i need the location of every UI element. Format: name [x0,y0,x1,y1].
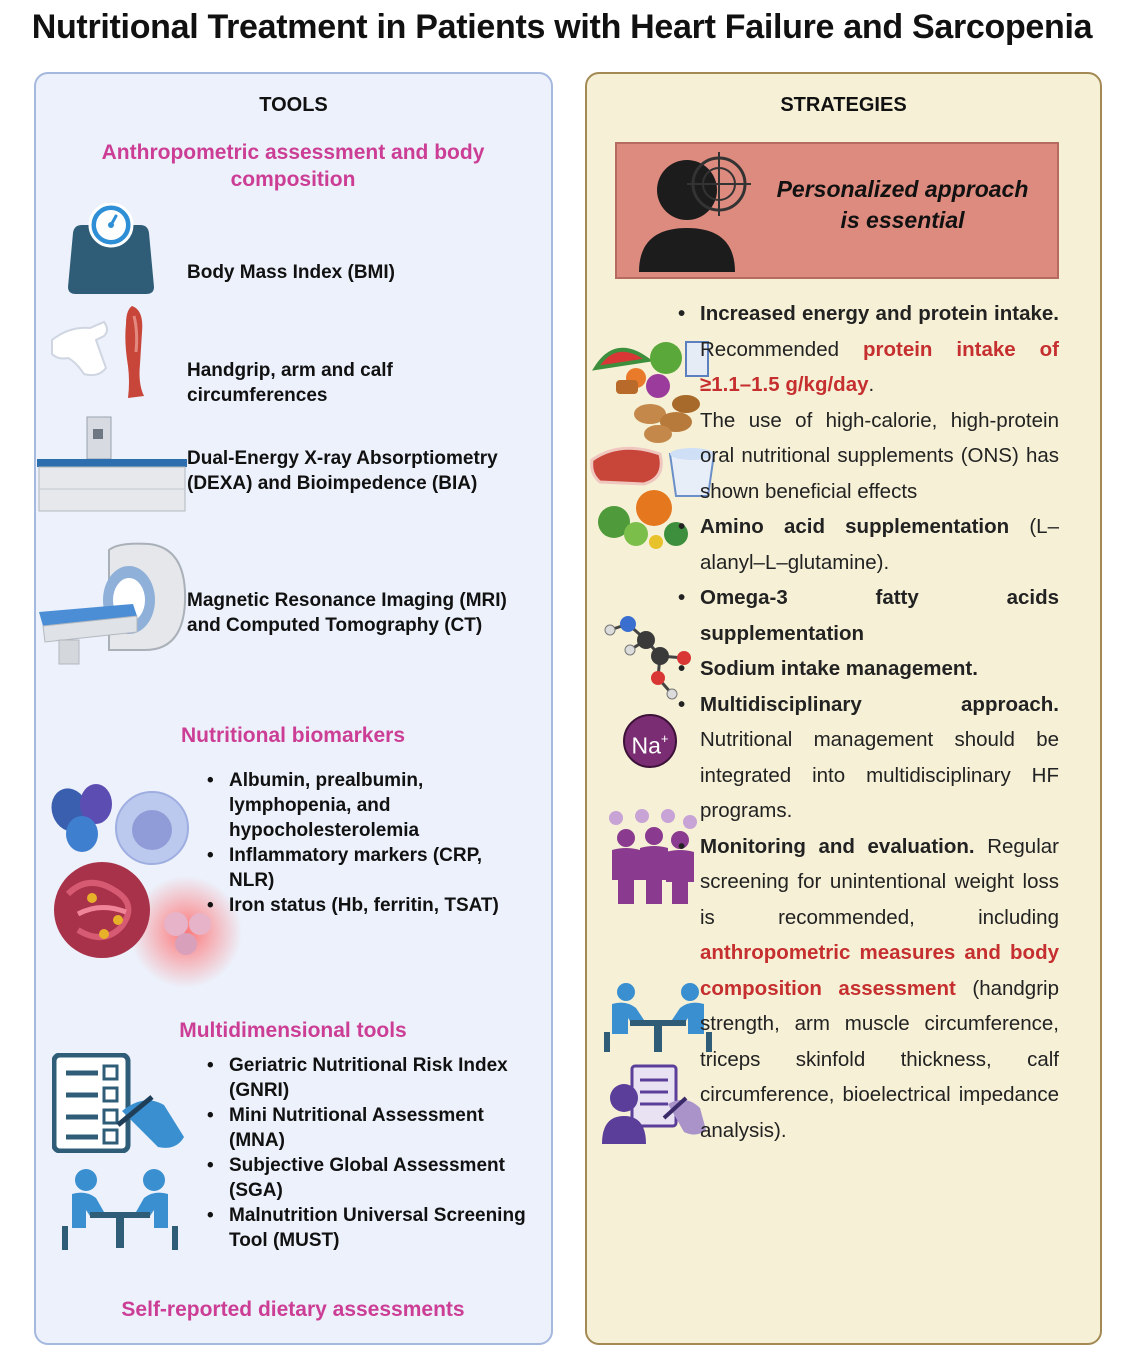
strategy-head: Monitoring and evaluation. [700,834,975,858]
sodium-symbol: Na [631,732,661,759]
strategy-text: (L–alanyl–L–glutamine). [700,515,1059,574]
monitoring-consultation-icon [602,982,714,1052]
multidimensional-item: • Mini Nutritional Assessment (MNA) [207,1103,527,1153]
dexa-bia-item: Dual-Energy X-ray Absorptiometry (DEXA) and Bioimpedence (BIA) [187,448,498,494]
strategy-omega-3 [700,580,1059,651]
strategy-head: Omega-3 fatty acids supplementation [700,586,1059,645]
biomarker-item: • Iron status (Hb, ferritin, TSAT) [207,893,527,918]
consultation-icon [60,1168,180,1250]
strategy-multidisciplinary [700,687,1059,829]
sodium-ion-icon [623,714,677,768]
checklist-assessment-icon [52,1053,188,1153]
strategy-sodium [700,651,1059,687]
circumferences-item: Handgrip, arm and calf circumferences [187,360,393,406]
tools-heading: TOOLS [259,94,328,116]
strategies-heading: STRATEGIES [780,94,907,116]
figure-title: Nutritional Treatment in Patients with Heart Failure and Sarcopenia [31,8,1093,46]
multidimensional-item: • Subjective Global Assessment (SGA) [207,1153,527,1203]
person-target-icon [637,150,757,272]
strategy-text: The use of high-calorie, high-protein oral nutritional supplements (ONS) has shown beneficial effects [700,408,1059,503]
protein-intake-highlight: protein intake of ≥1.1–1.5 g/kg/day [700,337,1059,396]
multidimensional-title: Multidimensional tools [179,1019,407,1042]
dexa-scanner-icon [37,415,187,513]
strategy-head: Amino acid supplementation [700,515,1010,538]
multidimensional-list [207,1053,527,1253]
weighing-scale-icon [68,203,154,295]
strategy-head: Sodium intake management. [700,657,978,680]
strategy-text: (handgrip strength, arm muscle circumference, triceps skinfold thickness, calf circumference, bioelectrical impedance analysis). [700,976,1059,1142]
sodium-charge: + [660,731,669,746]
biomarker-item: • Albumin, prealbumin, lymphopenia, and hypocholesterolemia [207,768,527,843]
strategy-text: Nutritional management should be integrated into multidisciplinary HF programs. [700,728,1059,822]
arm-and-calf-icon [48,302,158,400]
personalized-callout [615,142,1059,279]
bmi-item: Body Mass Index (BMI) [187,262,395,283]
multidimensional-item: • Geriatric Nutritional Risk Index (GNRI) [207,1053,527,1103]
strategies-list [700,296,1059,1148]
self-reported-title: Self-reported dietary assessments [121,1298,465,1321]
strategy-period: . [868,373,875,396]
strategy-head: Increased energy and protein intake. [700,302,1059,325]
strategy-text: Regular screening for unintentional weight loss is recommended, including [700,834,1059,929]
strategy-text: Recommended [700,337,840,361]
mri-scanner-icon [37,542,187,668]
evaluation-form-icon [602,1064,708,1144]
strategy-amino-acid [700,509,1059,580]
mri-ct-item: Magnetic Resonance Imaging (MRI) and Computed Tomography (CT) [187,590,507,636]
biomarkers-title: Nutritional biomarkers [180,724,406,747]
anthropometric-title: Anthropometric assessment and body composition [101,141,485,191]
strategy-energy-protein [700,296,1059,509]
strategy-monitoring [700,829,1059,1149]
anthropometric-highlight: anthropometric measures and body composition assessment [700,941,1059,1000]
multidisciplinary-team-icon [604,808,700,906]
multidimensional-item: • Malnutrition Universal Screening Tool (MUST) [207,1203,527,1253]
biomarker-item: • Inflammatory markers (CRP, NLR) [207,843,527,893]
strategy-head: Multidisciplinary approach. [700,692,1059,716]
biomarkers-list [207,768,527,918]
callout-text: Personalized approach is essential [776,176,1029,233]
